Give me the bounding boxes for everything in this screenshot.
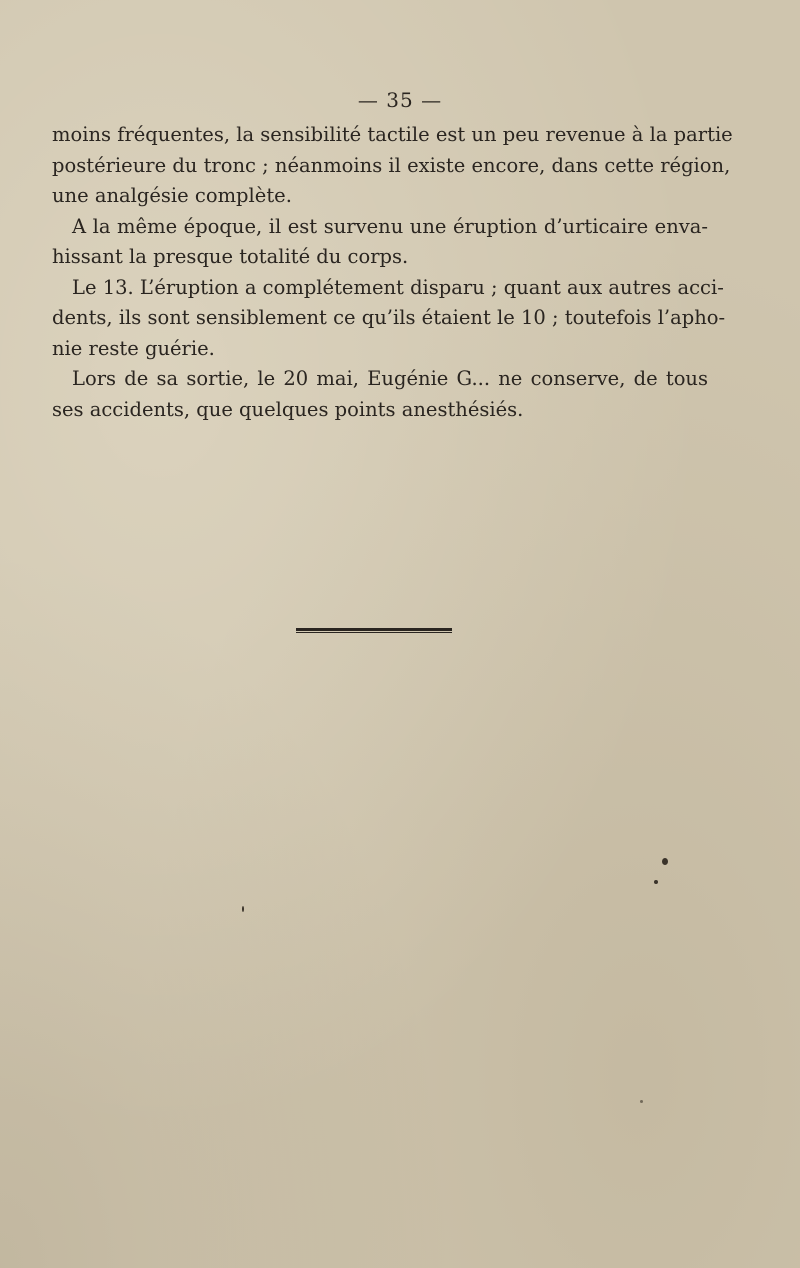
paragraph — [52, 120, 733, 212]
text-line: postérieure du tronc ; néanmoins il existe encore, dans cette région, — [52, 153, 731, 177]
page-number: — 35 — — [357, 88, 443, 112]
paper-speck — [654, 880, 658, 884]
body-text — [52, 120, 733, 425]
text-line: hissant la presque totalité du corps. — [52, 245, 409, 268]
text-line: moins fréquentes, la sensibilité tactile est un peu revenue à la partie — [52, 123, 733, 146]
paragraph — [52, 273, 726, 365]
text-line: Le 13. L’éruption a complétement disparu ; quant aux autres acci- — [72, 275, 724, 299]
text-line: A la même époque, il est survenu une éruption d’urticaire enva- — [72, 214, 708, 238]
section-divider-rule — [296, 628, 452, 631]
text-line: nie reste guérie. — [52, 336, 215, 360]
paper-speck — [242, 906, 244, 912]
paragraph — [52, 212, 708, 273]
text-line: ses accidents, que quelques points anesthésiés. — [52, 397, 524, 421]
paper-speck — [640, 1100, 643, 1103]
paragraph — [52, 364, 708, 425]
text-line: une analgésie complète. — [52, 184, 292, 207]
text-line: dents, ils sont sensiblement ce qu’ils étaient le 10 ; toutefois l’apho- — [52, 306, 726, 329]
text-line: Lors de sa sortie, le 20 mai, Eugénie G... ne conserve, de tous — [72, 367, 708, 390]
paper-speck — [662, 858, 668, 865]
